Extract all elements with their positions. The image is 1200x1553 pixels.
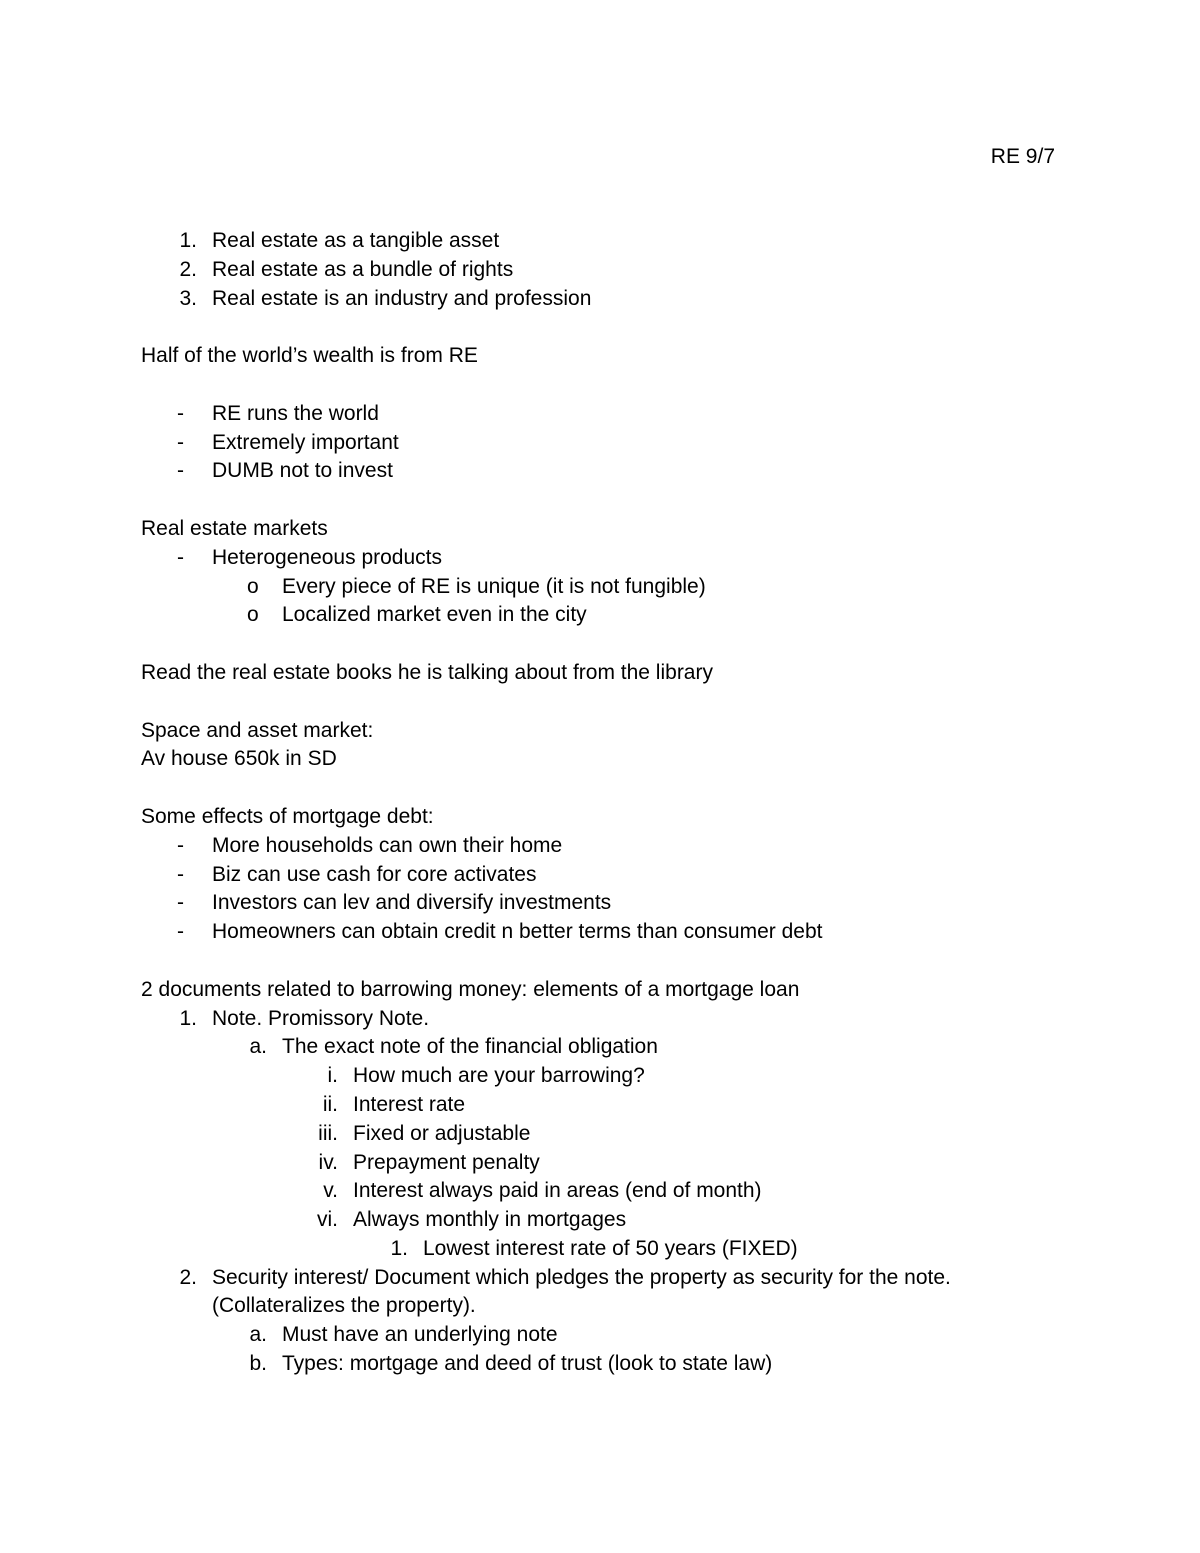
list-marker: a. xyxy=(249,1035,267,1059)
spacer xyxy=(141,947,1061,976)
list-item xyxy=(141,918,1061,947)
list-item-text: Prepayment penalty xyxy=(353,1150,540,1174)
list-subitem xyxy=(141,1321,1061,1350)
list-marker: - xyxy=(177,862,184,886)
list-marker: o xyxy=(247,603,259,627)
paragraph xyxy=(141,745,1061,774)
list-marker: a. xyxy=(249,1323,267,1347)
list-marker: 2. xyxy=(179,1265,197,1289)
list-item-text: RE runs the world xyxy=(212,401,379,425)
list-item xyxy=(141,832,1061,861)
list-marker: - xyxy=(177,430,184,454)
section-heading xyxy=(141,976,1061,1005)
spacer xyxy=(141,371,1061,400)
list-deep-item xyxy=(141,1235,1061,1264)
list-item-text: Must have an underlying note xyxy=(282,1323,558,1347)
spacer xyxy=(141,688,1061,717)
list-item xyxy=(141,889,1061,918)
list-item-text: (Collateralizes the property). xyxy=(212,1294,476,1318)
list-marker: 3. xyxy=(179,286,197,310)
list-item-text: Interest rate xyxy=(353,1092,466,1116)
list-marker: ii. xyxy=(322,1092,338,1116)
list-item-text: Fixed or adjustable xyxy=(353,1121,531,1145)
list-item-text: How much are your barrowing? xyxy=(353,1064,645,1088)
paragraph-text: Av house 650k in SD xyxy=(141,747,337,771)
list-detail-item xyxy=(141,1149,1061,1178)
list-marker: iv. xyxy=(318,1150,338,1174)
section-heading xyxy=(141,515,1061,544)
heading-text: 2 documents related to barrowing money: elements of a mortgage loan xyxy=(141,977,800,1001)
spacer xyxy=(141,486,1061,515)
list-item-text: Lowest interest rate of 50 years (FIXED) xyxy=(423,1236,798,1260)
list-item-text: Homeowners can obtain credit n better terms than consumer debt xyxy=(212,920,823,944)
list-marker: o xyxy=(247,574,259,598)
list-item-text: Real estate as a bundle of rights xyxy=(212,257,514,281)
list-marker: 2. xyxy=(179,257,197,281)
list-marker: - xyxy=(177,545,184,569)
notes-body xyxy=(141,227,1061,1379)
list-item xyxy=(141,861,1061,890)
list-subitem xyxy=(141,573,1061,602)
list-item xyxy=(141,457,1061,486)
section-heading xyxy=(141,342,1061,371)
list-item xyxy=(141,256,1061,285)
list-item-text: The exact note of the financial obligation xyxy=(282,1035,658,1059)
list-marker: - xyxy=(177,920,184,944)
list-subitem xyxy=(141,1033,1061,1062)
list-marker: i. xyxy=(327,1064,338,1088)
list-item-text: Real estate is an industry and profession xyxy=(212,286,592,310)
list-marker: - xyxy=(177,459,184,483)
list-item xyxy=(141,400,1061,429)
list-item-text: Note. Promissory Note. xyxy=(212,1006,430,1030)
section-heading xyxy=(141,717,1061,746)
list-marker: iii. xyxy=(318,1121,338,1145)
paragraph xyxy=(141,659,1061,688)
list-marker: v. xyxy=(323,1179,338,1203)
list-marker: vi. xyxy=(317,1208,338,1232)
spacer xyxy=(141,630,1061,659)
list-marker: 1. xyxy=(179,229,197,252)
list-detail-item xyxy=(141,1120,1061,1149)
paragraph-text: Read the real estate books he is talking about from the library xyxy=(141,660,713,684)
list-marker: b. xyxy=(249,1352,267,1376)
list-item xyxy=(141,1264,1061,1293)
list-subitem xyxy=(141,1350,1061,1379)
spacer xyxy=(141,774,1061,803)
page-header-title: RE 9/7 xyxy=(990,145,1055,168)
list-item-text: Security interest/ Document which pledges the property as security for the note. xyxy=(212,1265,951,1289)
section-heading xyxy=(141,803,1061,832)
heading-text: Some effects of mortgage debt: xyxy=(141,804,434,828)
list-marker: - xyxy=(177,833,184,857)
list-marker: - xyxy=(177,891,184,915)
list-subitem xyxy=(141,601,1061,630)
list-item xyxy=(141,285,1061,314)
list-item xyxy=(141,429,1061,458)
list-item-text: Extremely important xyxy=(212,430,399,454)
list-item-text: More households can own their home xyxy=(212,833,563,857)
list-item-text: Real estate as a tangible asset xyxy=(212,229,500,252)
list-marker: 1. xyxy=(390,1236,408,1260)
list-item-text: Biz can use cash for core activates xyxy=(212,862,537,886)
list-item-text: Interest always paid in areas (end of month) xyxy=(353,1179,762,1203)
list-item-text: DUMB not to invest xyxy=(212,459,393,483)
heading-text: Space and asset market: xyxy=(141,718,374,742)
list-detail-item xyxy=(141,1177,1061,1206)
list-item xyxy=(141,1005,1061,1034)
heading-text: Real estate markets xyxy=(141,516,328,540)
heading-text: Half of the world’s wealth is from RE xyxy=(141,344,478,368)
list-detail-item xyxy=(141,1206,1061,1235)
list-detail-item xyxy=(141,1062,1061,1091)
list-item-text: Always monthly in mortgages xyxy=(353,1208,627,1232)
list-item-text: Types: mortgage and deed of trust (look to state law) xyxy=(282,1352,773,1376)
list-item-continuation xyxy=(141,1292,1061,1321)
list-marker: - xyxy=(177,401,184,425)
list-item-text: Investors can lev and diversify investments xyxy=(212,891,612,915)
list-item-text: Localized market even in the city xyxy=(282,603,587,627)
list-marker: 1. xyxy=(179,1006,197,1030)
list-detail-item xyxy=(141,1091,1061,1120)
list-item-text: Every piece of RE is unique (it is not fungible) xyxy=(282,574,706,598)
list-item-text: Heterogeneous products xyxy=(212,545,442,569)
spacer xyxy=(141,313,1061,342)
list-item xyxy=(141,544,1061,573)
list-item xyxy=(141,227,1061,256)
